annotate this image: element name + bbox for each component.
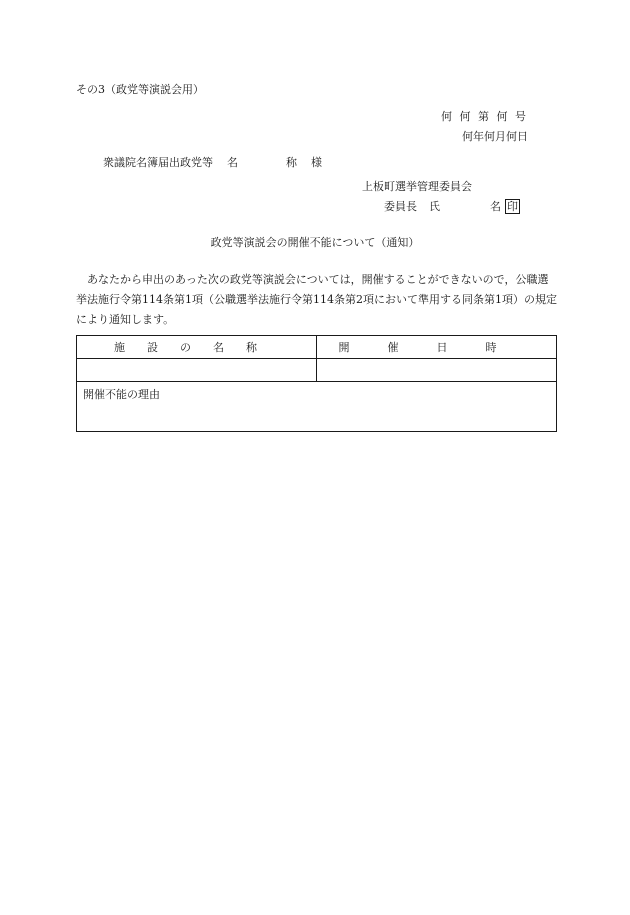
datetime-header-label: 開催日時: [338, 341, 535, 354]
seal-mark: 印: [507, 200, 518, 213]
addressee-name-b: 称: [286, 156, 297, 169]
issuer-organization: 上板町選挙管理委員会: [362, 180, 472, 193]
notice-table: [76, 335, 557, 432]
reason-row: [77, 382, 557, 432]
issuer-name-a: 氏: [429, 200, 440, 213]
document-title: 政党等演説会の開催不能について（通知）: [210, 236, 420, 249]
datetime-header: [317, 336, 557, 359]
datetime-cell: [317, 359, 557, 382]
addressee-name-a: 名: [227, 156, 238, 169]
form-number: その3（政党等演説会用）: [76, 83, 204, 96]
reason-cell: [77, 382, 557, 432]
table-row: [77, 359, 557, 382]
document-date: 何年何月何日: [462, 130, 528, 143]
addressee-honorific: 様: [311, 156, 322, 169]
issuer-name-b: 名: [490, 200, 501, 213]
addressee-line: [103, 156, 322, 170]
facility-name-cell: [77, 359, 317, 382]
reason-label: 開催不能の理由: [83, 388, 160, 401]
facility-name-header: [77, 336, 317, 359]
facility-name-header-label: 施設の名称: [114, 341, 279, 354]
body-paragraph: あなたから申出のあった次の政党等演説会については，開催することができないので，公職選挙法施行令第114条第1項（公職選挙法施行令第114条第2項において準用する同条第1項）の規定により通知します。: [76, 273, 557, 326]
addressee-prefix: 衆議院名簿届出政党等: [103, 156, 213, 169]
issuer-position: 委員長: [384, 200, 417, 213]
table-header-row: [77, 336, 557, 359]
document-number: 何 何 第 何 号: [441, 110, 528, 123]
issuer-line: [384, 199, 520, 214]
